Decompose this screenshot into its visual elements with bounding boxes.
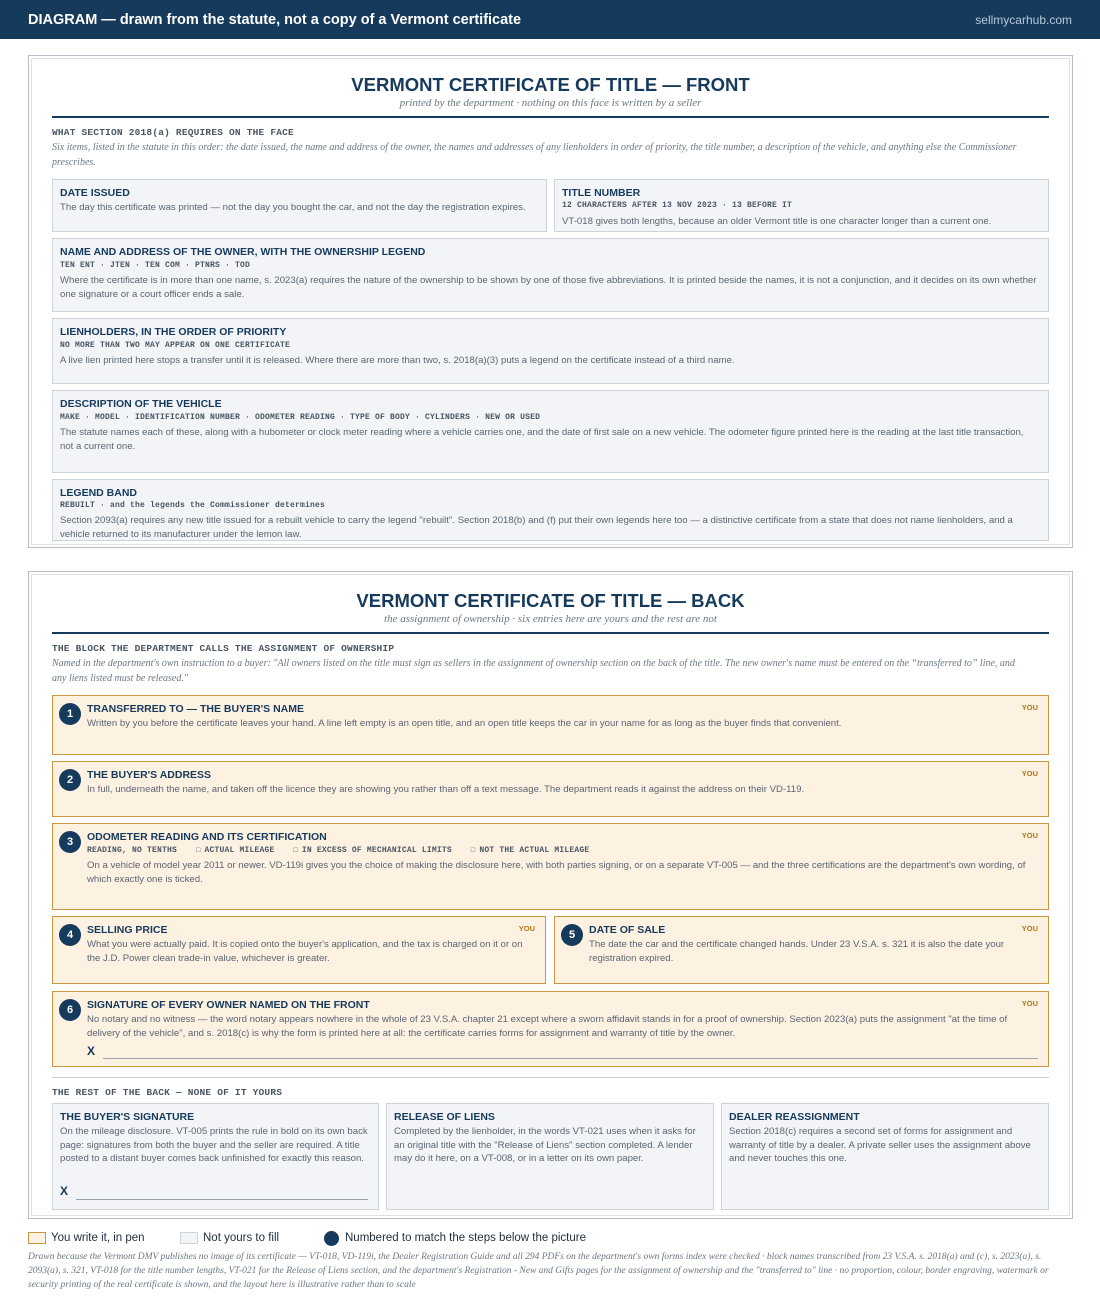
legend-you-swatch [28,1232,46,1244]
step-6-title: SIGNATURE OF EVERY OWNER NAMED ON THE FRONT [87,999,370,1011]
odometer-options [87,846,589,855]
dealer-reassignment-desc: Section 2018(c) requires a second set of forms for assignment and warranty of title by a dealer. A private seller uses the assignment above and never touches this one. [729,1126,1031,1164]
step-2-desc: In full, underneath the name, and taken off the licence they are showing you rather than off a text message. The department reads it against the address on their VD-119. [87,784,805,795]
back-title: VERMONT CERTIFICATE OF TITLE — BACK [356,590,745,611]
vehicle-description-block [52,390,1049,473]
odometer-reading-label: READING, NO TENTHS [87,846,178,855]
legend-not-yours-label: Not yours to fill [203,1232,280,1244]
legend-you-label: You write it, in pen [51,1232,145,1244]
step-3-desc: On a vehicle of model year 2011 or newer. VD-119i gives you the choice of making the disclosure here, with both parties signing, or on a separate VT-005 — and the three certifications are the department's own wording, of which exactly one is ticked. [87,860,1026,885]
site-link[interactable]: sellmycarhub.com [975,13,1072,27]
buyer-signature-mark: X [60,1184,69,1198]
rest-section-head: THE REST OF THE BACK — NONE OF IT YOURS [52,1087,283,1098]
step-5-title: DATE OF SALE [589,924,666,936]
front-title: VERMONT CERTIFICATE OF TITLE — FRONT [351,74,750,95]
title-number-block [554,179,1049,232]
you-badge: YOU [1021,924,1038,933]
footnote: Drawn because the Vermont DMV publishes no image of its certificate — VT-018, VD-119i, the Dealer Registration Guide and all 294 PDFs on the department's own forms index were checked · block names transcribed from 23 V.S.A. s. 2018(a) and (c), s. 2023(a), s. 2093(a), s. 321, VT-018 for the title number lengths, VT-021 for the Release of Liens section, and the department's Registration - New and Gifts pages for the assignment of ownership and the "transferred to" line · no proportion, colour, border engraving, watermark or security printing of the real certificate is shown, and the layout here is illustrative rather than to scale [28,1252,1049,1290]
legend-number-dot [324,1231,339,1246]
step-number-4: 4 [59,924,81,946]
dealer-reassignment-block [721,1103,1049,1210]
title-number-desc: VT-018 gives both lengths, because an older Vermont title is one character longer than a current one. [562,216,992,227]
step-2-title: THE BUYER'S ADDRESS [87,769,212,781]
dealer-reassignment-title: DEALER REASSIGNMENT [729,1111,860,1123]
you-badge: YOU [1021,703,1038,712]
date-issued-title: DATE ISSUED [60,187,130,199]
buyer-signature-title: THE BUYER'S SIGNATURE [60,1111,195,1123]
step-2-buyer-address[interactable] [52,761,1049,817]
legend-band-legends: REBUILT · and the legends the Commissioner determines [60,501,326,510]
step-4-selling-price[interactable] [52,916,546,984]
owner-block [52,238,1049,312]
legend-band-title: LEGEND BAND [60,487,138,499]
step-1-desc: Written by you before the certificate leaves your hand. A line left empty is an open title, and an open title keeps the car in your name for as long as the buyer finds that convenient. [87,718,842,729]
owner-signature-line[interactable] [103,1058,1038,1059]
buyer-signature-block [52,1103,379,1210]
front-section-note: Six items, listed in the statute in this order: the date issued, the name and address of the owner, the names and addresses of any lienholders in order of priority, the title number, a description of the vehicle, and anything else the Commissioner prescribes. [52,142,1017,168]
step-number-2: 2 [59,769,81,791]
vehicle-description-desc: The statute names each of these, along with a hubometer or clock meter reading where a vehicle carries one, and the date of first sale on a new vehicle. The odometer figure printed here is the reading at the last title transaction, not a current one. [60,427,1024,452]
step-3-title: ODOMETER READING AND ITS CERTIFICATION [87,831,327,843]
buyer-signature-desc: On the mileage disclosure. VT-005 prints the rule in bold on its own back page: signatures from both the buyer and the seller are required. A title posted to a distant buyer comes back unfinished for exactly this reason. [60,1126,368,1164]
step-number-5: 5 [561,924,583,946]
checkbox-excess-mechanical-limits[interactable]: □ IN EXCESS OF MECHANICAL LIMITS [293,846,451,855]
lienholders-block [52,318,1049,384]
you-badge: YOU [1021,999,1038,1008]
step-4-title: SELLING PRICE [87,924,168,936]
step-number-1: 1 [59,703,81,725]
owner-title: NAME AND ADDRESS OF THE OWNER, WITH THE OWNERSHIP LEGEND [60,246,426,258]
step-5-desc: The date the car and the certificate changed hands. Under 23 V.S.A. s. 321 it is also the date your registration expired. [589,939,1005,964]
you-badge: YOU [1021,831,1038,840]
front-title-rule [52,116,1049,118]
date-issued-desc: The day this certificate was printed — not the day you bought the car, and not the day the registration expires. [60,202,526,213]
certificate-back [28,571,1073,1219]
you-badge: YOU [1021,769,1038,778]
legend-band-desc: Section 2093(a) requires any new title issued for a rebuilt vehicle to carry the legend "rebuilt". Section 2018(b) and (f) put their own legends here too — a distinctive certificate from a state that does not name lienholders, and a vehicle returned to its manufacturer under the lemon law. [60,515,1013,540]
front-subtitle: printed by the department · nothing on this face is written by a seller [399,97,702,109]
owner-desc: Where the certificate is in more than one name, s. 2023(a) requires the nature of the ownership to be shown by one of those five abbreviations. It is printed beside the names, it is not a conjunction, and it decides on its own whether one signature or a court officer ends a sale. [60,275,1037,300]
step-3-odometer[interactable] [52,823,1049,910]
you-badge: YOU [518,924,535,933]
step-6-desc: No notary and no witness — the word notary appears nowhere in the whole of 23 V.S.A. chapter 21 except where a sworn affidavit stands in for a proof of ownership. Section 2023(a) puts the assignment "at the time of delivery of the vehicle", and s. 2018(c) is why the form is printed here at all: the certificate carries forms for assignment and warranty of title by the owner. [87,1014,1008,1039]
release-of-liens-block [386,1103,714,1210]
owner-signature-mark: X [87,1044,96,1058]
vehicle-description-fields: MAKE · MODEL · IDENTIFICATION NUMBER · ODOMETER READING · TYPE OF BODY · CYLINDERS · NEW OR USED [60,413,541,422]
checkbox-actual-mileage[interactable]: □ ACTUAL MILEAGE [196,846,274,855]
step-number-6: 6 [59,999,81,1021]
lienholders-desc: A live lien printed here stops a transfer until it is released. Where there are more than two, s. 2018(a)(3) puts a legend on the certificate instead of a third name. [60,355,735,366]
back-subtitle: the assignment of ownership · six entries here are yours and the rest are not [384,613,717,625]
step-number-3: 3 [59,831,81,853]
page-title: DIAGRAM — drawn from the statute, not a copy of a Vermont certificate [28,12,522,28]
step-1-title: TRANSFERRED TO — THE BUYER'S NAME [87,703,304,715]
legend-band-block [52,479,1049,541]
step-4-desc: What you were actually paid. It is copied onto the buyer's application, and the tax is charged on it or on the J.D. Power clean trade-in value, whichever is greater. [87,939,523,964]
step-6-owner-signatures[interactable] [52,991,1049,1067]
legend-not-yours-swatch [180,1232,198,1244]
lienholders-title: LIENHOLDERS, IN THE ORDER OF PRIORITY [60,326,287,338]
front-section-head: WHAT SECTION 2018(a) REQUIRES ON THE FACE [52,127,294,138]
top-bar [0,0,1100,39]
date-issued-block [52,179,547,232]
release-of-liens-desc: Completed by the lienholder, in the words VT-021 uses when it asks for an original title with the "Release of Liens" section completed. A lender may do it here, on a VT-008, or in a letter on its own paper. [394,1126,696,1164]
step-5-date-of-sale[interactable] [554,916,1049,984]
checkbox-not-actual-mileage[interactable]: □ NOT THE ACTUAL MILEAGE [471,846,589,855]
assignment-section-head: THE BLOCK THE DEPARTMENT CALLS THE ASSIGNMENT OF OWNERSHIP [52,643,395,654]
legend [28,1231,1073,1247]
legend-numbered-label: Numbered to match the steps below the picture [345,1232,586,1244]
buyer-signature-line [76,1199,368,1200]
release-of-liens-title: RELEASE OF LIENS [394,1111,495,1123]
certificate-front [28,55,1073,548]
back-title-rule [52,632,1049,634]
title-number-lengths: 12 CHARACTERS AFTER 13 NOV 2023 · 13 BEFORE IT [562,201,793,210]
lienholders-limit: NO MORE THAN TWO MAY APPEAR ON ONE CERTIFICATE [60,341,291,350]
ownership-legend-codes: TEN ENT · JTEN · TEN COM · PTNRS · TOD [60,261,251,270]
step-1-transferred-to[interactable] [52,695,1049,755]
assignment-section-note: Named in the department's own instruction to a buyer: "All owners listed on the title must sign as sellers in the assignment of ownership section on the back of the title. The new owner's name must be entered on the “transferred to” line, and any liens listed must be released." [52,658,1015,684]
title-number-title: TITLE NUMBER [562,187,641,199]
vehicle-description-title: DESCRIPTION OF THE VEHICLE [60,398,222,410]
rest-divider [52,1077,1049,1078]
